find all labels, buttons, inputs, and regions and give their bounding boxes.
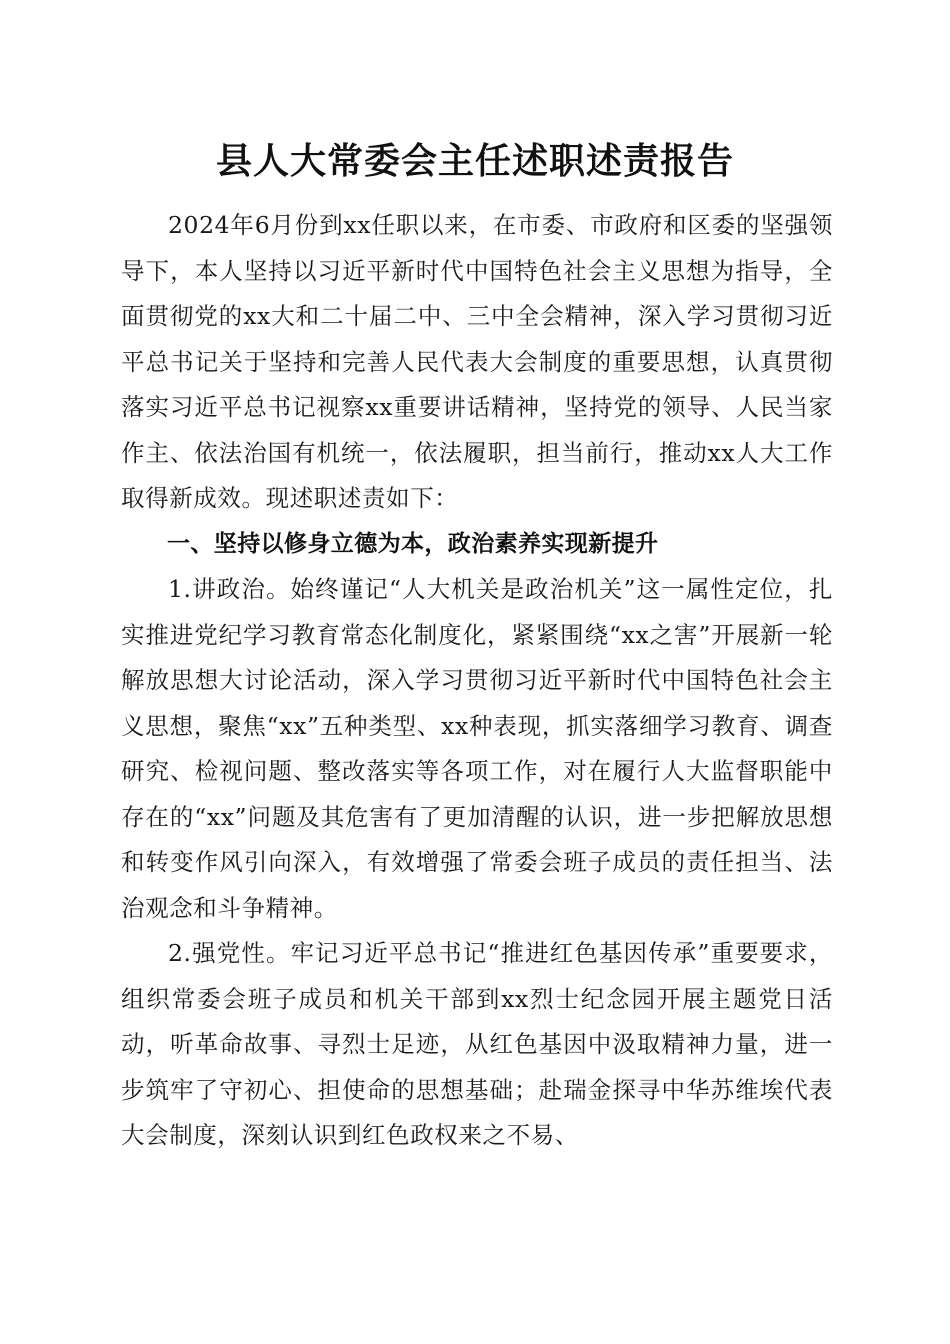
paragraph-politics: 1.讲政治。始终谨记“人大机关是政治机关”这一属性定位，扎实推进党纪学习教育常态化制度化，紧紧围绕“xx之害”开展新一轮解放思想大讨论活动，深入学习贯彻习近平新时代中国特色社会主义思想，聚焦“xx”五种类型、xx种表现，抓实落细学习教育、调查研究、检视问题、整改落实等各项工作，对在履行人大监督职能中存在的“xx”问题及其危害有了更加清醒的认识，进一步把解放思想和转变作风引向深入，有效增强了常委会班子成员的责任担当、法治观念和斗争精神。: [121, 575, 833, 922]
document-title: 县人大常委会主任述职述责报告: [215, 140, 734, 182]
intro-paragraph: 2024年6月份到xx任职以来，在市委、市政府和区委的坚强领导下，本人坚持以习近平新时代中国特色社会主义思想为指导，全面贯彻党的xx大和二十届二中、三中全会精神，深入学习贯彻习近平总书记关于坚持和完善人民代表大会制度的重要思想，认真贯彻落实习近平总书记视察xx重要讲话精神，坚持党的领导、人民当家作主、依法治国有机统一，依法履职，担当前行，推动xx人大工作取得新成效。现述职述责如下：: [121, 211, 833, 512]
section-heading: 一、坚持以修身立德为本，政治素养实现新提升: [167, 530, 659, 557]
paragraph-party-spirit: 2.强党性。牢记习近平总书记“推进红色基因传承”重要要求，组织常委会班子成员和机关干部到xx烈士纪念园开展主题党日活动，听革命故事、寻烈士足迹，从红色基因中汲取精神力量，进一步筑牢了守初心、担使命的思想基础；赴瑞金探寻中华苏维埃代表大会制度，深刻认识到红色政权来之不易、: [121, 939, 833, 1149]
document-body: [121, 203, 833, 1159]
